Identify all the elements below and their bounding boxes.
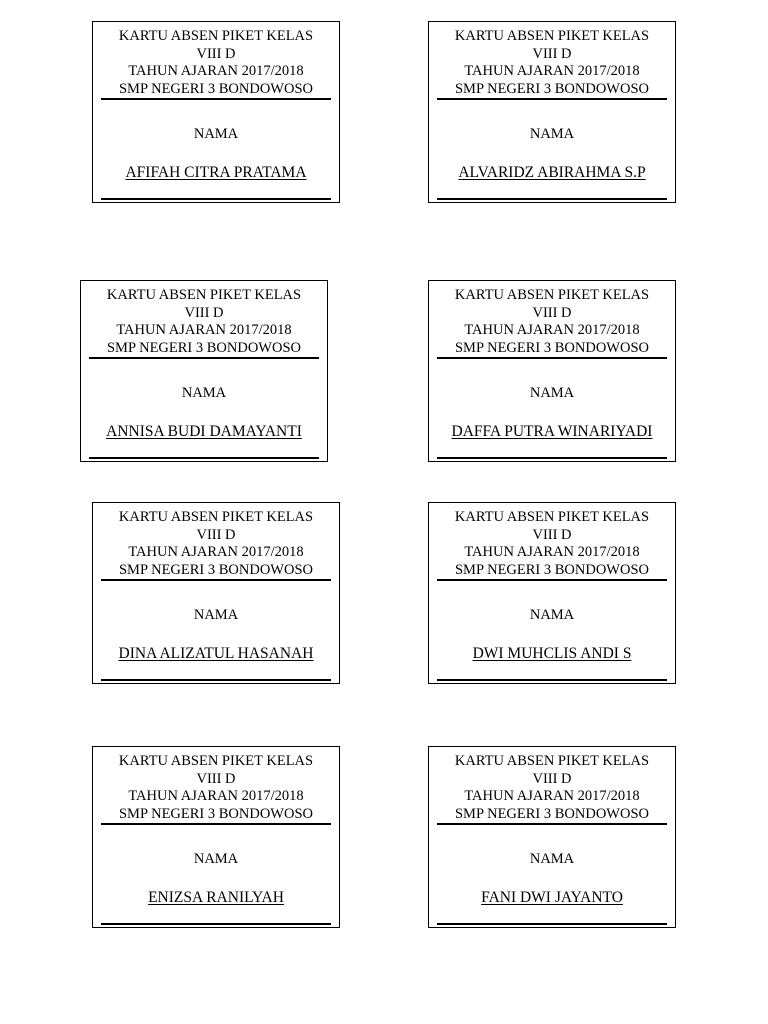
name-label: NAMA [529, 851, 575, 867]
card-header [429, 753, 675, 823]
card-class: VIII D [532, 770, 572, 787]
attendance-card-6 [428, 502, 676, 684]
student-name: DAFFA PUTRA WINARIYADI [451, 423, 653, 440]
student-name: ANNISA BUDI DAMAYANTI [106, 423, 302, 440]
card-school-name: SMP NEGERI 3 BONDOWOSO [454, 80, 649, 97]
name-label: NAMA [193, 851, 239, 867]
student-name: DINA ALIZATUL HASANAH [118, 645, 314, 662]
card-class: VIII D [532, 45, 572, 62]
card-class: VIII D [532, 304, 572, 321]
card-school-name: SMP NEGERI 3 BONDOWOSO [106, 339, 301, 356]
card-header [429, 28, 675, 98]
card-class: VIII D [196, 526, 236, 543]
attendance-card-7 [92, 746, 340, 928]
card-class: VIII D [196, 45, 236, 62]
card-school-name: SMP NEGERI 3 BONDOWOSO [454, 805, 649, 822]
name-label: NAMA [193, 607, 239, 623]
card-header [93, 28, 339, 98]
card-class: VIII D [532, 526, 572, 543]
attendance-card-4 [428, 280, 676, 462]
card-school-year: TAHUN AJARAN 2017/2018 [116, 322, 292, 338]
card-school-year: TAHUN AJARAN 2017/2018 [128, 63, 304, 79]
bottom-divider [101, 923, 331, 925]
attendance-card-2 [428, 21, 676, 203]
student-name: ENIZSA RANILYAH [148, 889, 284, 906]
student-name: AFIFAH CITRA PRATAMA [125, 164, 307, 181]
bottom-divider [437, 923, 667, 925]
bottom-divider [437, 198, 667, 200]
attendance-card-8 [428, 746, 676, 928]
card-title: KARTU ABSEN PIKET KELAS [118, 753, 314, 769]
card-school-year: TAHUN AJARAN 2017/2018 [128, 544, 304, 560]
card-title: KARTU ABSEN PIKET KELAS [106, 287, 302, 303]
card-title: KARTU ABSEN PIKET KELAS [454, 753, 650, 769]
attendance-card-3 [80, 280, 328, 462]
card-school-year: TAHUN AJARAN 2017/2018 [464, 63, 640, 79]
card-school-name: SMP NEGERI 3 BONDOWOSO [118, 561, 313, 578]
name-label: NAMA [529, 126, 575, 142]
card-school-year: TAHUN AJARAN 2017/2018 [464, 788, 640, 804]
card-title: KARTU ABSEN PIKET KELAS [454, 28, 650, 44]
attendance-card-1 [92, 21, 340, 203]
student-name: DWI MUHCLIS ANDI S [472, 645, 632, 662]
card-title: KARTU ABSEN PIKET KELAS [454, 509, 650, 525]
card-school-name: SMP NEGERI 3 BONDOWOSO [454, 339, 649, 356]
card-title: KARTU ABSEN PIKET KELAS [118, 28, 314, 44]
header-divider [101, 98, 331, 100]
bottom-divider [437, 457, 667, 459]
card-class: VIII D [184, 304, 224, 321]
bottom-divider [101, 198, 331, 200]
name-label: NAMA [181, 385, 227, 401]
student-name: ALVARIDZ ABIRAHMA S.P [458, 164, 646, 181]
header-divider [437, 98, 667, 100]
name-label: NAMA [529, 385, 575, 401]
card-title: KARTU ABSEN PIKET KELAS [454, 287, 650, 303]
card-header [93, 509, 339, 579]
card-school-name: SMP NEGERI 3 BONDOWOSO [118, 80, 313, 97]
card-header [93, 753, 339, 823]
header-divider [89, 357, 319, 359]
bottom-divider [437, 679, 667, 681]
name-label: NAMA [529, 607, 575, 623]
card-school-year: TAHUN AJARAN 2017/2018 [464, 544, 640, 560]
attendance-card-5 [92, 502, 340, 684]
header-divider [101, 579, 331, 581]
card-header [429, 287, 675, 357]
student-name: FANI DWI JAYANTO [481, 889, 623, 906]
card-header [429, 509, 675, 579]
bottom-divider [89, 457, 319, 459]
bottom-divider [101, 679, 331, 681]
card-school-name: SMP NEGERI 3 BONDOWOSO [454, 561, 649, 578]
card-school-year: TAHUN AJARAN 2017/2018 [128, 788, 304, 804]
name-label: NAMA [193, 126, 239, 142]
header-divider [437, 357, 667, 359]
header-divider [437, 579, 667, 581]
card-header [81, 287, 327, 357]
header-divider [437, 823, 667, 825]
card-school-year: TAHUN AJARAN 2017/2018 [464, 322, 640, 338]
card-school-name: SMP NEGERI 3 BONDOWOSO [118, 805, 313, 822]
card-title: KARTU ABSEN PIKET KELAS [118, 509, 314, 525]
card-class: VIII D [196, 770, 236, 787]
header-divider [101, 823, 331, 825]
